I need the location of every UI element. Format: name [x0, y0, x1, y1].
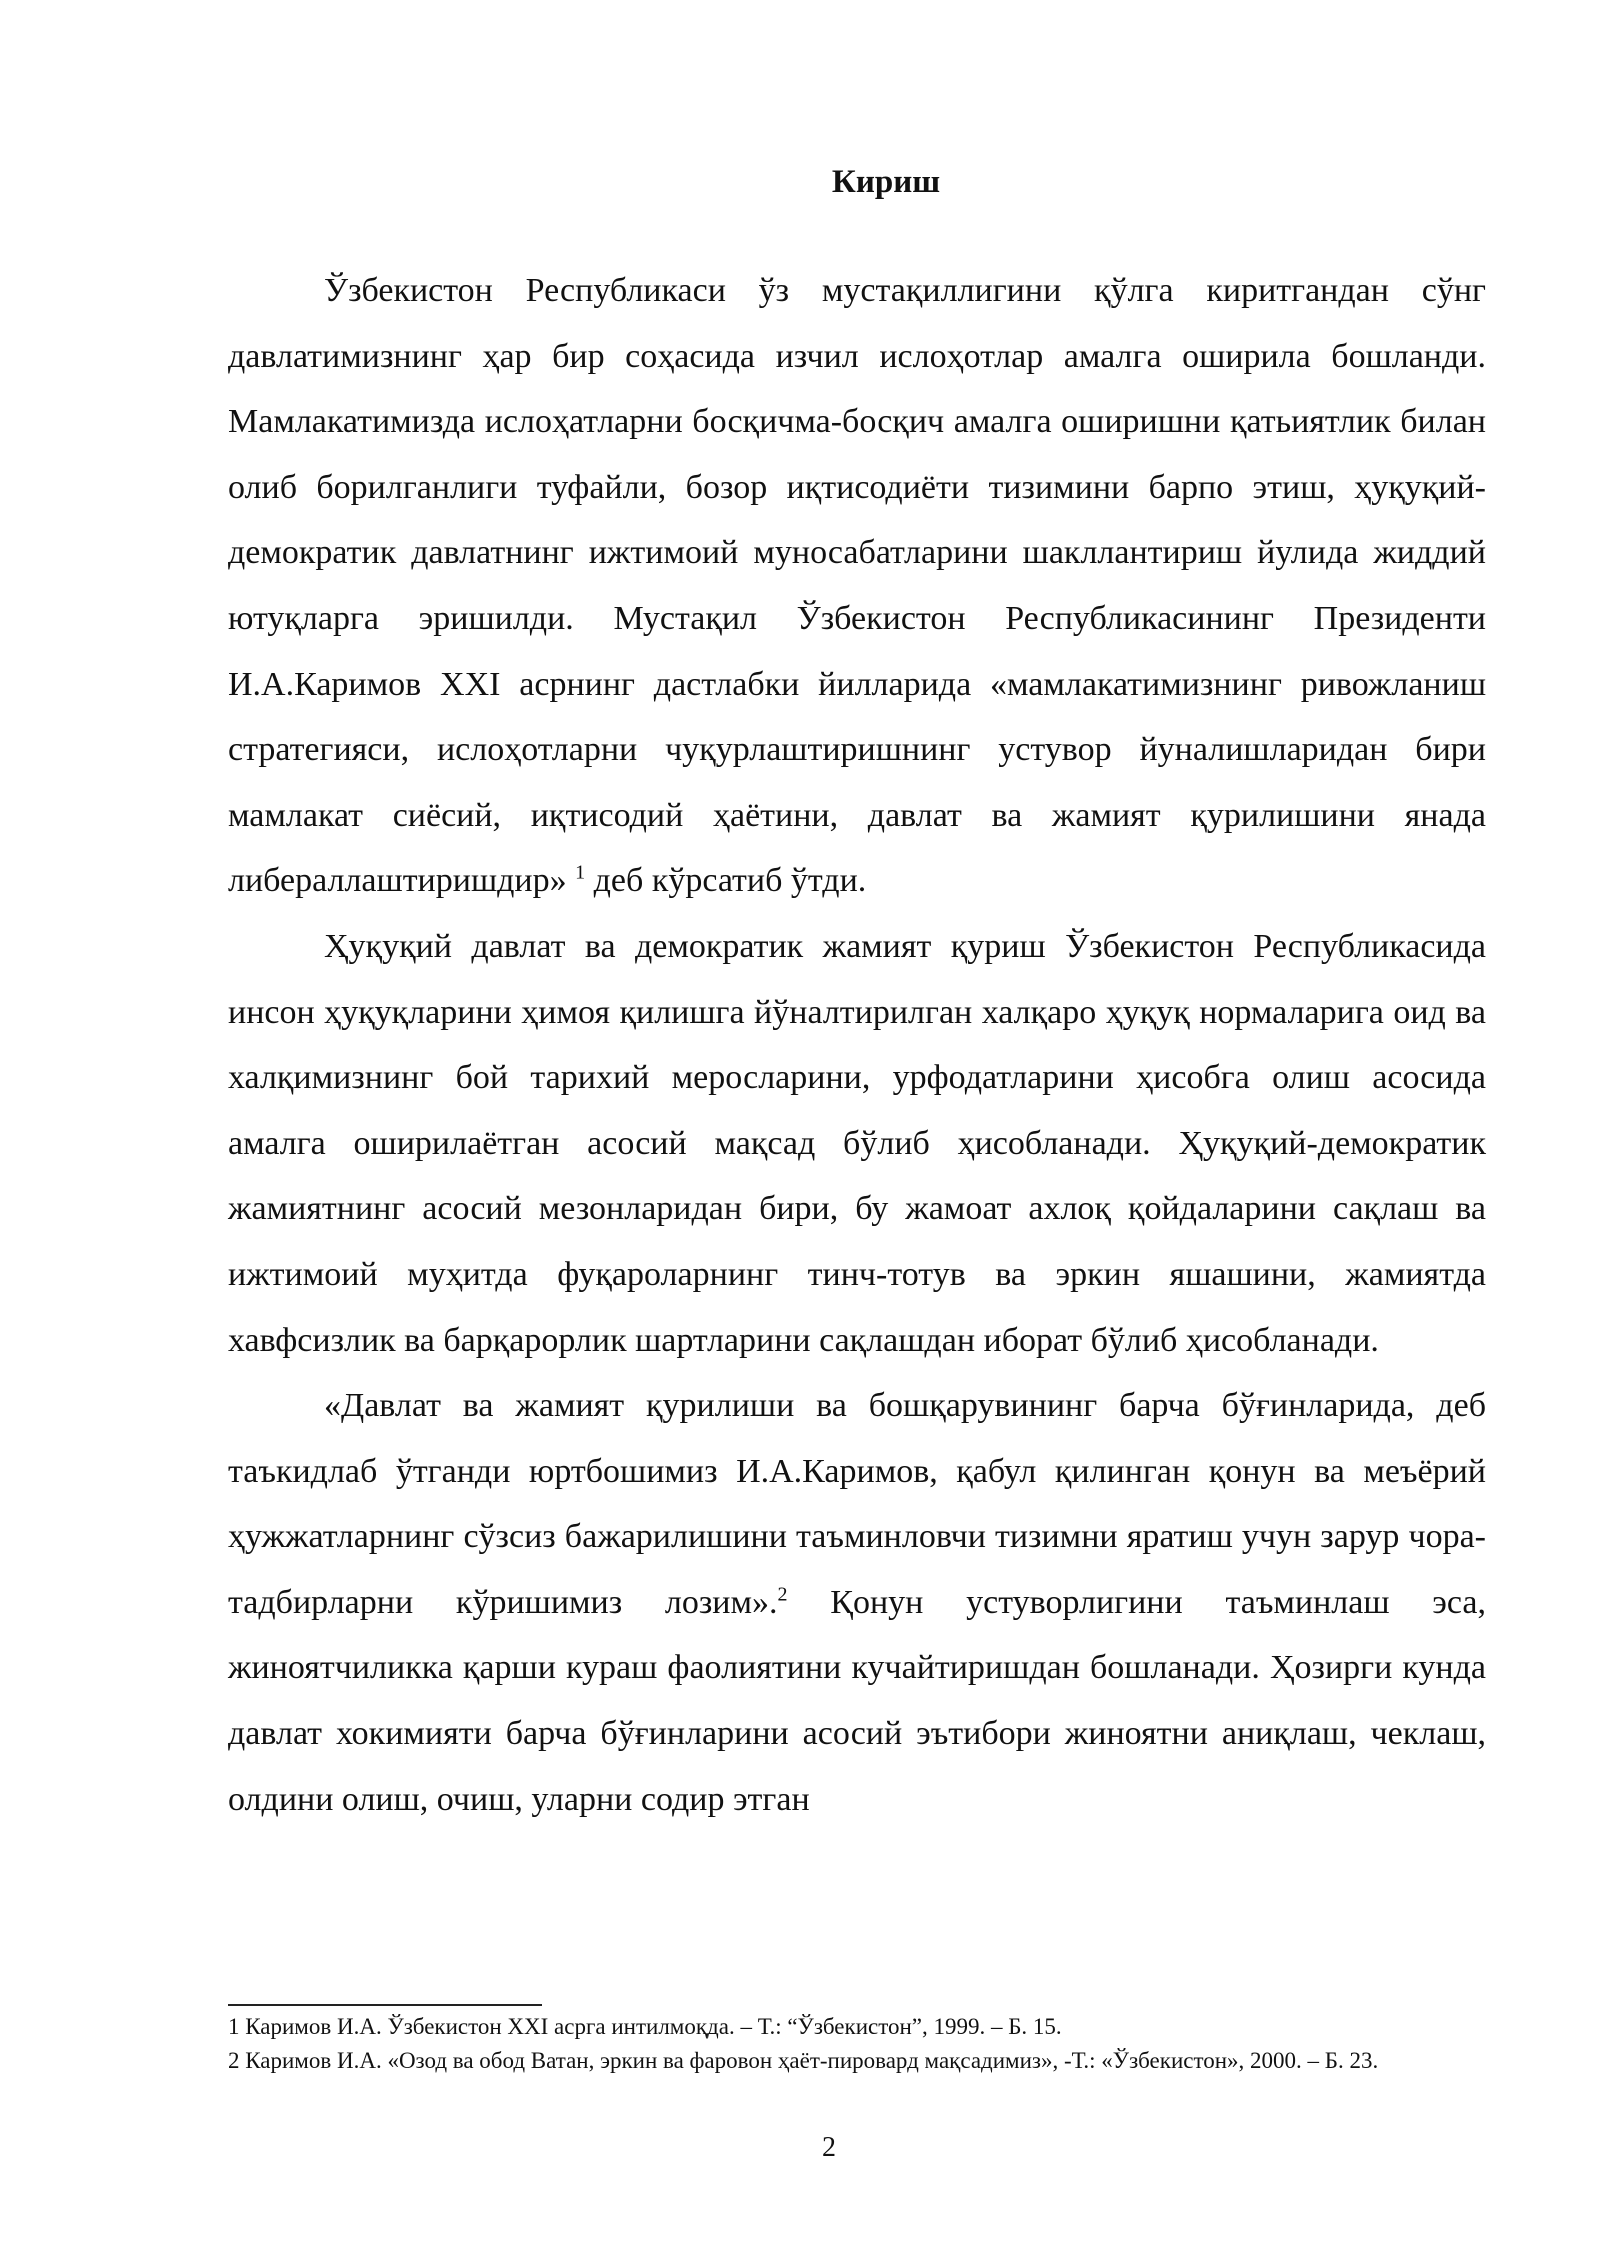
paragraph-2 — [228, 914, 1486, 1373]
paragraph-3 — [228, 1373, 1486, 1832]
paragraph-3-text-end: Қонун устуворлигини таъминлаш эса, жиноятчиликка қарши кураш фаолиятини кучайтиришдан бошланади. Ҳозирги кунда давлат хокимияти барча бўғинларини асосий эътибори жиноятни аниқлаш, чеклаш, олдини олиш, очиш, уларни содир этган — [228, 1583, 1486, 1818]
paragraph-3-text: «Давлат ва жамият қурилиши ва бошқарувининг барча бўғинларида, деб таъкидлаб ўтганди юртбошимиз И.А.Каримов, қабул қилинган қонун ва меъёрий ҳужжатларнинг сўзсиз бажарилишини таъминловчи тизимни яратиш учун зарур чора-тадбирларни кўришимиз лозим». — [228, 1387, 1486, 1621]
footnote-ref-2[interactable]: 2 — [777, 1583, 788, 1606]
body-text — [228, 258, 1486, 1832]
paragraph-1-text: Ўзбекистон Республикаси ўз мустақиллигини қўлга киритгандан сўнг давлатимизнинг ҳар бир соҳасида изчил ислоҳотлар амалга оширила бошланди. Мамлакатимизда ислоҳатларни босқичма-босқич амалга оширишни қатьиятлик билан олиб борилганлиги туфайли, бозор иқтисодиёти тизимини барпо этиш, ҳуқуқий-демократик давлатнинг ижтимоий муносабатларини шакллантириш йулида жиддий ютуқларга эришилди. Мустақил Ўзбекистон Республикасининг Президенти И.А.Каримов XXI асрнинг дастлабки йилларида «мамлакатимизнинг ривожланиш стратегияси, ислоҳотларни чуқурлаштиришнинг устувор йуналишларидан бири мамлакат сиёсий, иқтисодий ҳаётини, давлат ва жамият қурилишини янада либераллаштиришдир» — [228, 272, 1486, 900]
page-number: 2 — [822, 2132, 836, 2163]
paragraph-2-text: Ҳуқуқий давлат ва демократик жамият қуриш Ўзбекистон Республикасида инсон ҳуқуқларини ҳимоя қилишга йўналтирилган халқаро ҳуқуқ нормаларига оид ва халқимизнинг бой тарихий меросларини, урфодатларини ҳисобга олиш асосида амалга оширилаётган асосий мақсад бўлиб ҳисобланади. Ҳуқуқий-демократик жамиятнинг асосий мезонларидан бири, бу жамоат ахлоқ қойдаларини сақлаш ва ижтимоий муҳитда фуқароларнинг тинч-тотув ва эркин яшашини, жамиятда хавфсизлик ва барқарорлик шартларини сақлашдан иборат бўлиб ҳисобланади. — [228, 927, 1486, 1359]
footnote-separator — [228, 2004, 542, 2006]
paragraph-1 — [228, 258, 1486, 914]
page-title: Кириш — [831, 164, 941, 200]
paragraph-1-text-end: деб кўрсатиб ўтди. — [585, 862, 867, 900]
footnotes — [228, 2012, 1490, 2080]
footnote-2: 2 Каримов И.А. «Озод ва обод Ватан, эркин ва фаровон ҳаёт-пировард мақсадимиз», -Т.: «Ўзбекистон», 2000. – Б. 23. — [228, 2048, 1379, 2073]
footnote-1: 1 Каримов И.А. Ўзбекистон XXI асрга интилмоқда. – Т.: “Ўзбекистон”, 1999. – Б. 15. — [228, 2014, 1062, 2039]
footnote-ref-1[interactable]: 1 — [575, 862, 586, 885]
